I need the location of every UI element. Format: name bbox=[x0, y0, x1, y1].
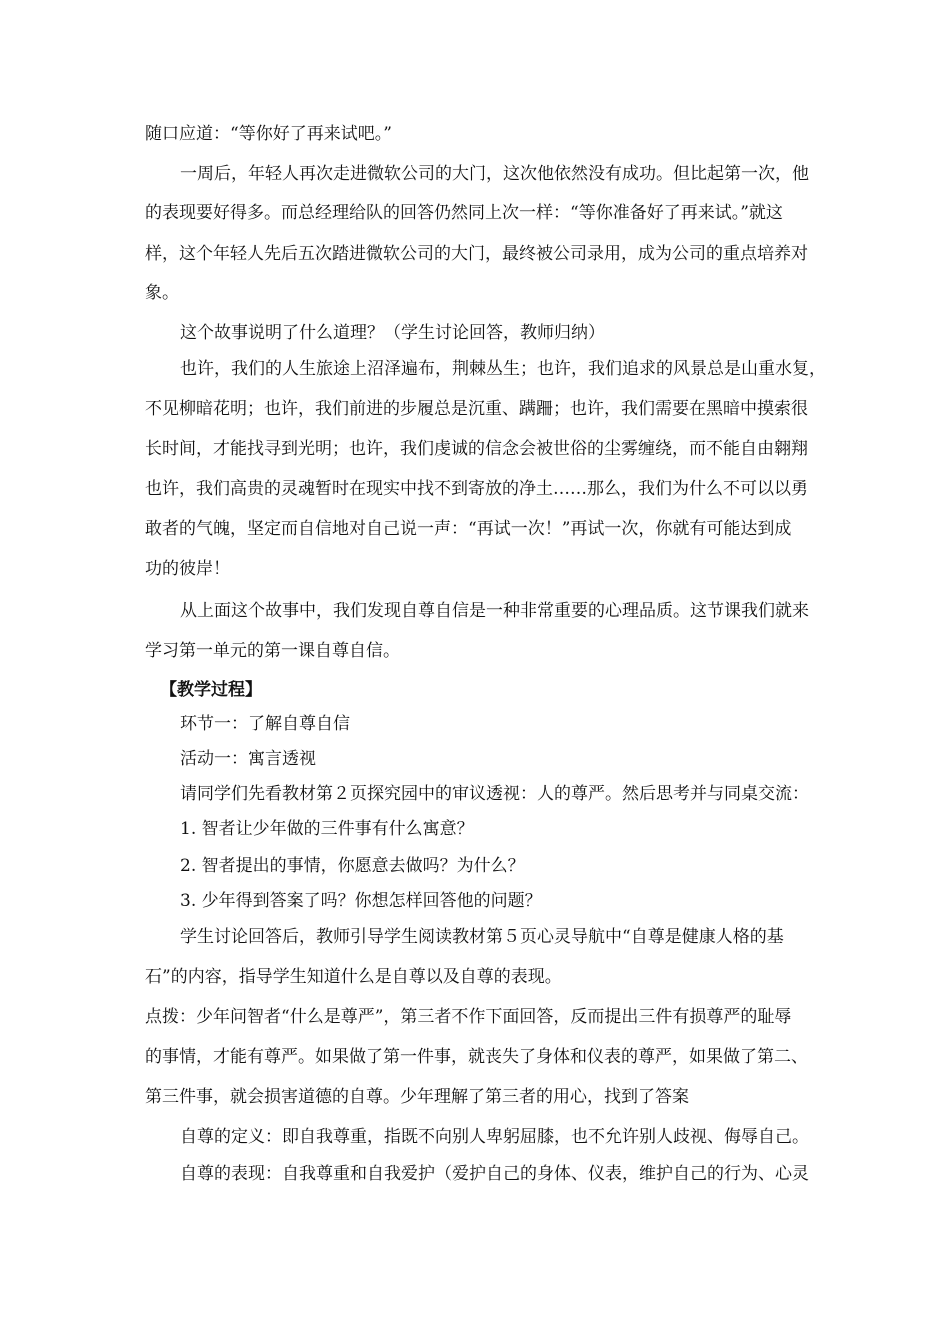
list-item: 1. 智者让少年做的三件事有什么寓意？ bbox=[180, 819, 474, 839]
text-line: 功的彼岸！ bbox=[145, 559, 230, 579]
text-line: 活动一：寓言透视 bbox=[180, 749, 316, 769]
text-line: 学习第一单元的第一课自尊自信。 bbox=[145, 641, 400, 661]
text-line: 自尊的表现：自我尊重和自我爱护（爱护自己的身体、仪表，维护自己的行为、心灵 bbox=[180, 1164, 809, 1184]
text-line: 样，这个年轻人先后五次踏进微软公司的大门，最终被公司录用，成为公司的重点培养对 bbox=[145, 244, 808, 264]
text-line: 环节一：了解自尊自信 bbox=[180, 714, 350, 734]
text-line: 长时间，才能找寻到光明；也许，我们虔诚的信念会被世俗的尘雾缠绕，而不能自由翱翔 bbox=[145, 439, 808, 459]
text-line: 学生讨论回答后，教师引导学生阅读教材第５页心灵导航中“自尊是健康人格的基 bbox=[180, 927, 784, 947]
text-line: 从上面这个故事中，我们发现自尊自信是一种非常重要的心理品质。这节课我们就来 bbox=[180, 601, 809, 621]
text-line: 一周后，年轻人再次走进微软公司的大门，这次他依然没有成功。但比起第一次，他 bbox=[180, 164, 809, 184]
list-item: 2. 智者提出的事情，你愿意去做吗？为什么？ bbox=[180, 856, 525, 876]
list-item: 3. 少年得到答案了吗？你想怎样回答他的问题？ bbox=[180, 891, 542, 911]
text-line: 也许，我们高贵的灵魂暂时在现实中找不到寄放的净土……那么，我们为什么不可以以勇 bbox=[145, 479, 808, 499]
text-line: 也许，我们的人生旅途上沼泽遍布，荆棘丛生；也许，我们追求的风景总是山重水复， bbox=[180, 359, 826, 379]
text-line: 随口应道：“等你好了再来试吧。” bbox=[145, 124, 392, 144]
text-line: 请同学们先看教材第２页探究园中的审议透视：人的尊严。然后思考并与同桌交流： bbox=[180, 784, 809, 804]
text-line: 石”的内容，指导学生知道什么是自尊以及自尊的表现。 bbox=[145, 967, 562, 987]
text-line: 不见柳暗花明；也许，我们前进的步履总是沉重、蹒跚；也许，我们需要在黑暗中摸索很 bbox=[145, 399, 808, 419]
text-line: 的事情，才能有尊严。如果做了第一件事，就丧失了身体和仪表的尊严，如果做了第二、 bbox=[145, 1047, 808, 1067]
text-line: 第三件事，就会损害道德的自尊。少年理解了第三者的用心，找到了答案 bbox=[145, 1087, 689, 1107]
section-heading: 【教学过程】 bbox=[160, 680, 262, 700]
text-line: 象。 bbox=[145, 283, 179, 303]
text-line: 的表现要好得多。而总经理给队的回答仍然同上次一样：“等你准备好了再来试。”就这 bbox=[145, 203, 783, 223]
text-line: 自尊的定义：即自我尊重，指既不向别人卑躬屈膝，也不允许别人歧视、侮辱自己。 bbox=[180, 1127, 809, 1147]
text-line: 敢者的气魄，坚定而自信地对自己说一声：“再试一次！”再试一次，你就有可能达到成 bbox=[145, 519, 792, 539]
text-line: 这个故事说明了什么道理？（学生讨论回答，教师归纳） bbox=[180, 323, 605, 343]
text-line: 点拨：少年问智者“什么是尊严”，第三者不作下面回答，反而提出三件有损尊严的耻辱 bbox=[145, 1007, 792, 1027]
